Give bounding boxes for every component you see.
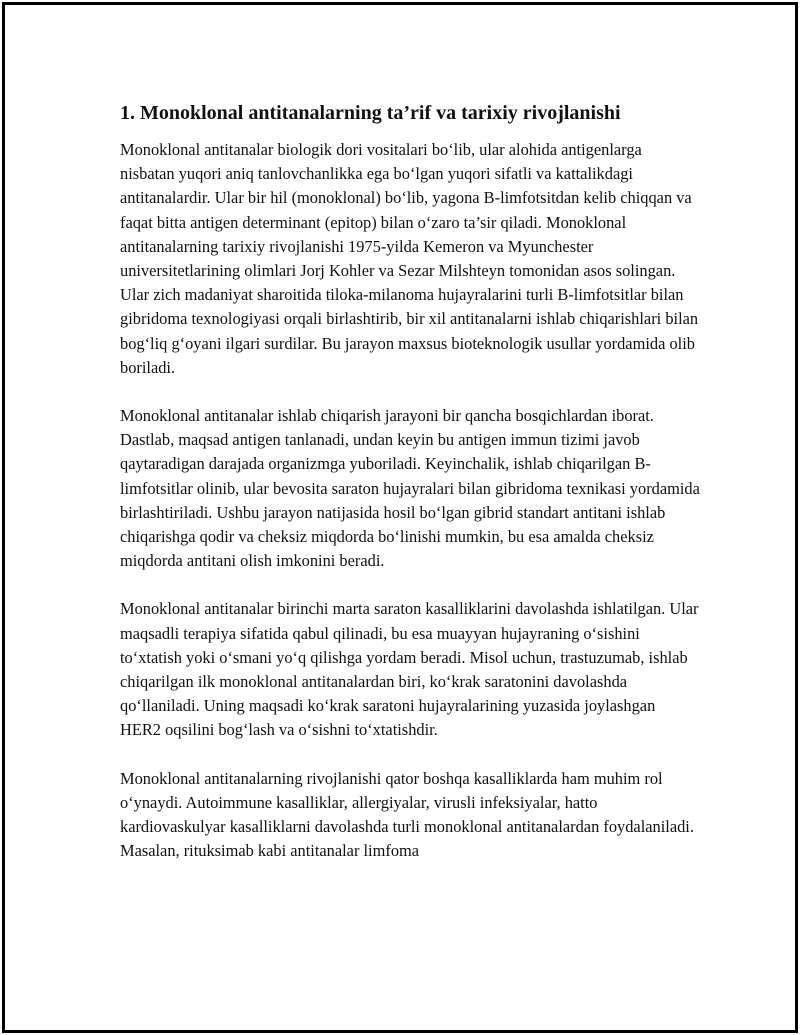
page-frame — [2, 2, 798, 1033]
paragraph-2: Monoklonal antitanalar ishlab chiqarish jarayoni bir qancha bosqichlardan iborat. Dastlab, maqsad antigen tanlanadi, undan keyin bu antigen immun tizimi javob qaytaradigan darajada organizmga yuboriladi. Keyinchalik, ishlab chiqarilgan B-limfotsitlar olinib, ular bevosita saraton hujayralari bilan gibridoma texnikasi yordamida birlashtiriladi. Ushbu jarayon natijasida hosil bo‘lgan gibrid standart antitani ishlab chiqarishga qodir va cheksiz miqdorda bo‘linishi mumkin, bu esa amalda cheksiz miqdorda antitani olish imkonini beradi. — [120, 406, 700, 571]
document-body — [120, 100, 700, 887]
paragraph-3: Monoklonal antitanalar birinchi marta saraton kasalliklarini davolashda ishlatilgan. Ular maqsadli terapiya sifatida qabul qilinadi, bu esa muayyan hujayraning o‘sishini to‘xtatish yoki o‘smani yo‘q qilishga yordam beradi. Misol uchun, trastuzumab, ishlab chiqarilgan ilk monoklonal antitanalardan biri, ko‘krak saratonini davolashda qo‘llaniladi. Uning maqsadi ko‘krak saratoni hujayralarining yuzasida joylashgan HER2 oqsilini bog‘lash va o‘sishni to‘xtatishdir. — [120, 599, 699, 740]
paragraph-4: Monoklonal antitanalarning rivojlanishi qator boshqa kasalliklarda ham muhim rol o‘ynaydi. Autoimmune kasalliklar, allergiyalar, virusli infeksiyalar, hatto kardiovaskulyar kasalliklarni davolashda turli monoklonal antitanalardan foydalaniladi. Masalan, rituksimab kabi antitanalar limfoma — [120, 768, 694, 861]
section-title: 1. Monoklonal antitanalarning ta’rif va tarixiy rivojlanishi — [120, 102, 621, 124]
paragraph-1: Monoklonal antitanalar biologik dori vositalari bo‘lib, ular alohida antigenlarga nisbatan yuqori aniq tanlovchanlikka ega bo‘lgan yuqori sifatli va kattalikdagi antitanalardir. Ular bir hil (monoklonal) bo‘lib, yagona B-limfotsitdan kelib chiqqan va faqat bitta antigen determinant (epitop) bilan o‘zaro ta’sir qiladi. Monoklonal antitanalarning tarixiy rivojlanishi 1975-yilda Kemeron va Myunchester universitetlarining olimlari Jorj Kohler va Sezar Milshteyn tomonidan asos solingan. Ular zich madaniyat sharoitida tiloka-milanoma hujayralarini turli B-limfotsitlar bilan gibridoma texnologiyasi orqali birlashtirib, bir xil antitanalarni ishlab chiqarishlari bilan bog‘liq g‘oyani ilgari surdilar. Bu jarayon maxsus bioteknologik usullar yordamida olib boriladi. — [120, 140, 699, 377]
